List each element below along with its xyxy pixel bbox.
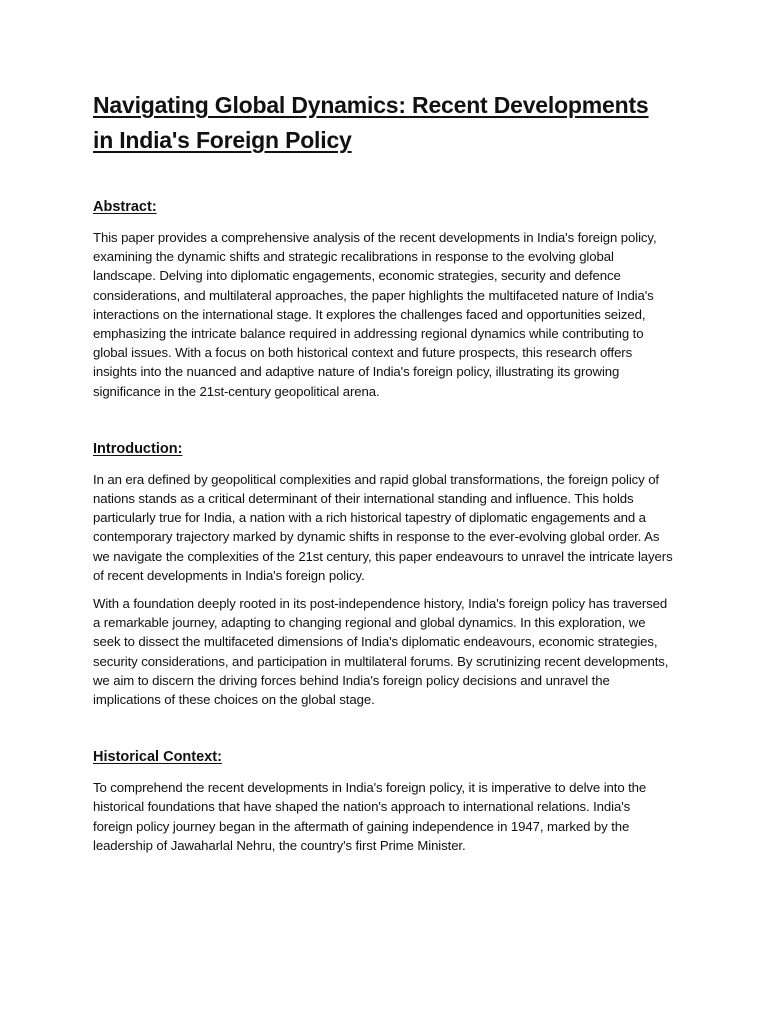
- historical-context-paragraph: To comprehend the recent developments in India's foreign policy, it is imperative to delve into the historical foundations that have shaped the nation's approach to international relations. India's foreign policy journey began in the aftermath of gaining independence in 1947, marked by the leadership of Jawaharlal Nehru, the country's first Prime Minister.: [93, 780, 647, 853]
- abstract-heading: Abstract:: [93, 199, 157, 215]
- abstract-paragraph: This paper provides a comprehensive analysis of the recent developments in India's foreign policy, examining the dynamic shifts and strategic recalibrations in response to the evolving global landscape. Delving into diplomatic engagements, economic strategies, security and defence considerations, and multilateral approaches, the paper highlights the multifaceted nature of India's interactions on the international stage. It explores the challenges faced and opportunities seized, emphasizing the intricate balance required in addressing regional dynamics while contributing to global issues. With a focus on both historical context and future prospects, this research offers insights into the nuanced and adaptive nature of India's foreign policy, illustrating its growing significance in the 21st-century geopolitical arena.: [93, 230, 657, 399]
- document-page: [93, 88, 673, 855]
- document-title: Navigating Global Dynamics: Recent Developments in India's Foreign Policy: [93, 92, 649, 153]
- introduction-paragraph-2: With a foundation deeply rooted in its post-independence history, India's foreign policy has traversed a remarkable journey, adapting to changing regional and global dynamics. In this exploration, we seek to dissect the multifaceted dimensions of India's diplomatic endeavours, economic strategies, security considerations, and participation in multilateral forums. By scrutinizing recent developments, we aim to discern the driving forces behind India's foreign policy decisions and unravel the implications of these choices on the global stage.: [93, 596, 669, 708]
- introduction-paragraph-1: In an era defined by geopolitical complexities and rapid global transformations, the foreign policy of nations stands as a critical determinant of their international standing and influence. This holds particularly true for India, a nation with a rich historical tapestry of diplomatic engagements and a contemporary trajectory marked by dynamic shifts in response to the ever-evolving global order. As we navigate the complexities of the 21st century, this paper endeavours to unravel the intricate layers of recent developments in India's foreign policy.: [93, 471, 673, 583]
- introduction-heading: Introduction:: [93, 440, 183, 457]
- historical-context-heading: Historical Context:: [93, 749, 222, 766]
